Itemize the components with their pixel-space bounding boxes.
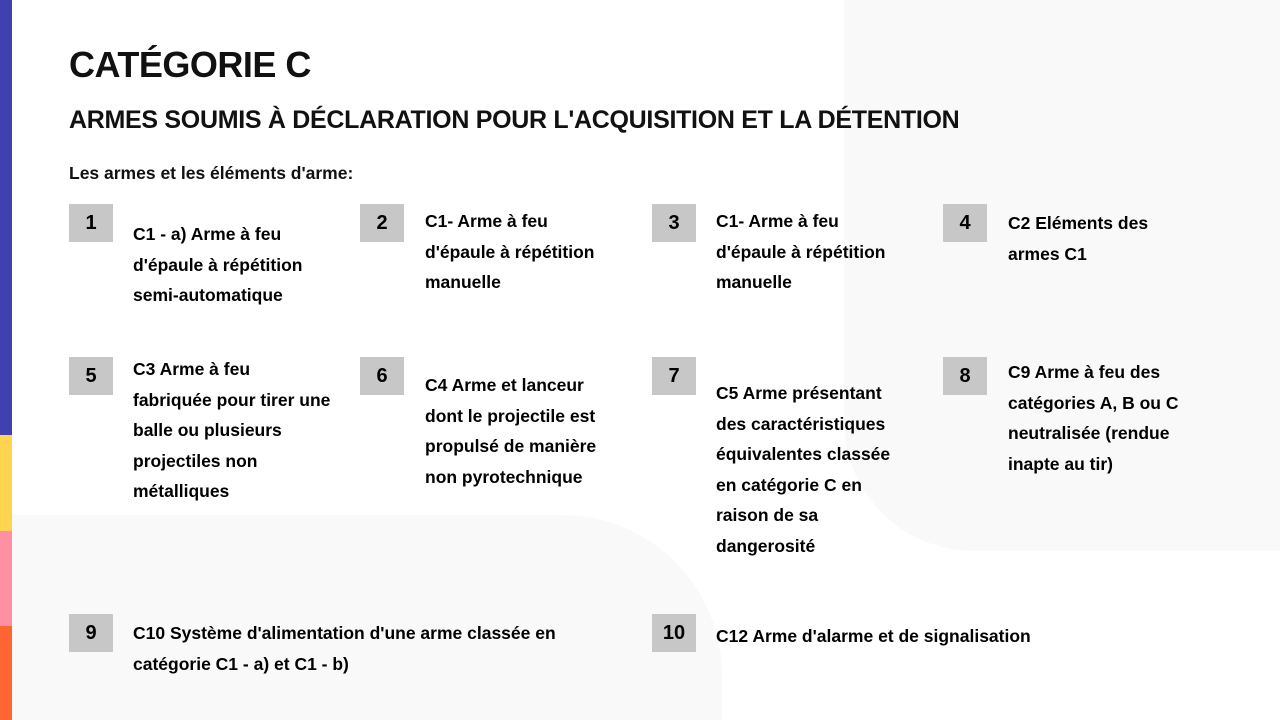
item-number-badge: 4 bbox=[943, 204, 987, 242]
item-text: C3 Arme à feu fabriquée pour tirer une balle ou plusieurs projectiles non métalliques bbox=[133, 359, 331, 502]
item-number-badge: 7 bbox=[652, 357, 696, 395]
item-text: C4 Arme et lanceur dont le projectile est propulsé de manière non pyrotechnique bbox=[425, 375, 597, 487]
item-number-badge: 6 bbox=[360, 357, 404, 395]
item-number-badge: 10 bbox=[652, 614, 696, 652]
item-number-badge: 9 bbox=[69, 614, 113, 652]
page-subtitle: ARMES SOUMIS À DÉCLARATION POUR L'ACQUISITION ET LA DÉTENTION bbox=[69, 106, 960, 134]
item-text: C1- Arme à feu d'épaule à répétition manuelle bbox=[716, 211, 886, 293]
item-number-badge: 2 bbox=[360, 204, 404, 242]
accent-stripe-blue bbox=[0, 0, 12, 435]
item-text: C5 Arme présentant des caractéristiques équivalentes classée en catégorie C en raison de sa dangerosité bbox=[716, 383, 891, 556]
page-title: CATÉGORIE C bbox=[69, 44, 311, 85]
item-text: C12 Arme d'alarme et de signalisation bbox=[716, 626, 1031, 646]
item-text: C9 Arme à feu des catégories A, B ou C neutralisée (rendue inapte au tir) bbox=[1008, 362, 1179, 474]
intro-text: Les armes et les éléments d'arme: bbox=[69, 163, 354, 183]
item-text: C2 Eléments des armes C1 bbox=[1008, 213, 1149, 264]
item-number-badge: 3 bbox=[652, 204, 696, 242]
item-number-badge: 1 bbox=[69, 204, 113, 242]
item-text: C1- Arme à feu d'épaule à répétition manuelle bbox=[425, 211, 595, 293]
accent-stripe-yellow bbox=[0, 435, 12, 531]
accent-stripe-pink bbox=[0, 531, 12, 626]
accent-stripe-orange bbox=[0, 626, 12, 720]
item-text: C10 Système d'alimentation d'une arme classée en catégorie C1 - a) et C1 - b) bbox=[133, 623, 556, 674]
item-number-badge: 5 bbox=[69, 357, 113, 395]
item-text: C1 - a) Arme à feu d'épaule à répétition semi-automatique bbox=[133, 224, 303, 306]
item-number-badge: 8 bbox=[943, 357, 987, 395]
